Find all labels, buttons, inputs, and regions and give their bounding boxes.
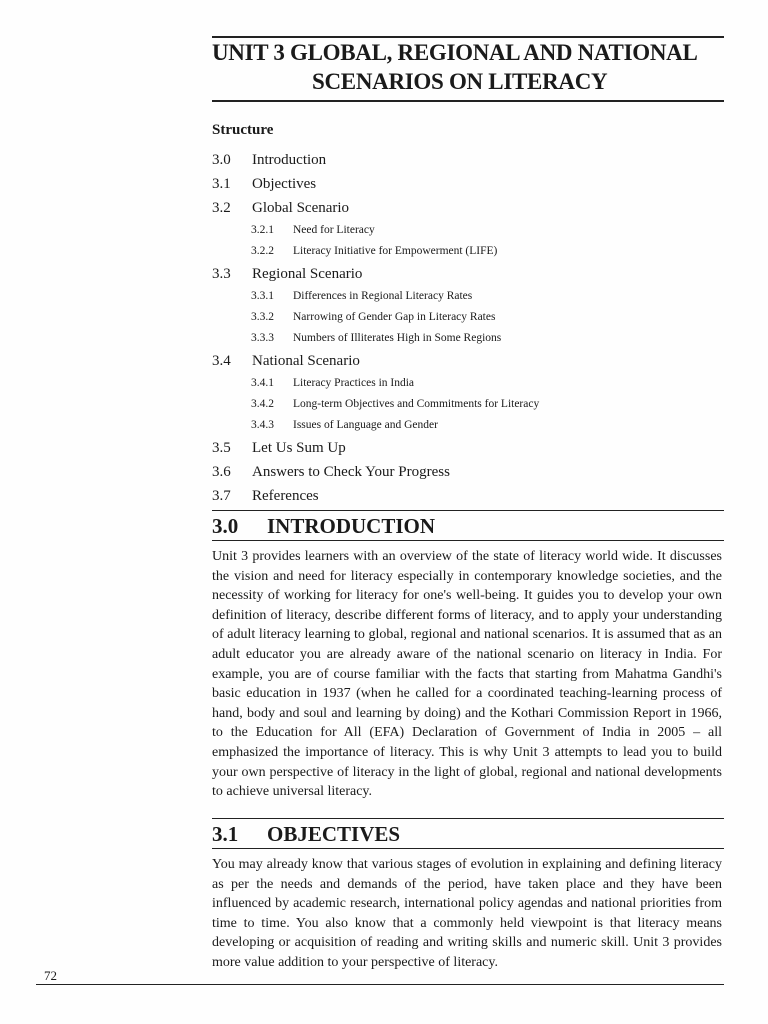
title-bottom-rule: [212, 100, 724, 102]
objectives-paragraph: You may already know that various stages of evolution in explaining and defining literacy as per the needs and demands of the period, have taken place and they have been influenced by academic research, international policy agendas and national priorities from time to time. You also know that a commonly held viewpoint is that literacy means developing or acquisition of reading and writing skills and numeric skill. Unit 3 provides more value addition to your perspective of literacy.: [212, 857, 722, 970]
toc-item: 3.1 Objectives: [212, 176, 317, 192]
toc-item: 3.3 Regional Scenario: [212, 266, 363, 282]
toc-subitem: 3.3.1 Differences in Regional Literacy Rates: [251, 290, 473, 302]
table-of-contents: [212, 148, 722, 508]
section-3-1-top-rule: [212, 818, 724, 819]
toc-subitem: 3.4.3 Issues of Language and Gender: [251, 419, 438, 431]
section-3-0-top-rule: [212, 510, 724, 511]
introduction-paragraph: Unit 3 provides learners with an overview of the state of literacy world wide. It discusses the vision and need for literacy especially in contemporary knowledge societies, and the necessity of working for literacy for one's well-being. It guides you to develop your own definition of literacy, describe different forms of literacy, and to apply your understanding of adult literacy learning to global, regional and national scenarios. It is assumed that as an adult educator you are already aware of the national scenario on literacy in India. For example, you are of course familiar with the facts that starting from Mahatma Gandhi's basic education in 1937 (when he called for a coordinated teaching-learning process of hand, body and soul and learning by doing) and the Kothari Commission Report in 1966, to the Education for All (EFA) Declaration of Government of India in 2005 – all emphasized the importance of literacy. This is why Unit 3 attempts to lead you to build your own perspective of literacy in the light of global, regional and national developments to achieve universal literacy.: [212, 549, 722, 800]
section-3-1-bottom-rule: [212, 848, 724, 849]
page-number: 72: [44, 968, 57, 983]
toc-subitem: 3.3.3 Numbers of Illiterates High in Some Regions: [251, 332, 502, 344]
unit-title-line-2: SCENARIOS ON LITERACY: [312, 69, 608, 94]
toc-subitem: 3.3.2 Narrowing of Gender Gap in Literacy Rates: [251, 311, 496, 323]
section-3-0-bottom-rule: [212, 540, 724, 541]
toc-item: 3.5 Let Us Sum Up: [212, 440, 346, 456]
toc-subitem: 3.4.1 Literacy Practices in India: [251, 377, 415, 389]
section-heading-objectives: 3.1 OBJECTIVES: [212, 822, 401, 846]
toc-subitem: 3.4.2 Long-term Objectives and Commitments for Literacy: [251, 398, 540, 410]
toc-item: 3.4 National Scenario: [212, 353, 360, 369]
unit-title: [212, 38, 724, 96]
toc-subitem: 3.2.2 Literacy Initiative for Empowerment (LIFE): [251, 245, 498, 257]
structure-heading: Structure: [212, 122, 274, 138]
toc-item: 3.7 References: [212, 488, 319, 504]
toc-subitem: 3.2.1 Need for Literacy: [251, 224, 375, 236]
toc-item: 3.6 Answers to Check Your Progress: [212, 464, 450, 480]
unit-title-line-1: UNIT 3 GLOBAL, REGIONAL AND NATIONAL: [212, 40, 698, 65]
toc-item: 3.2 Global Scenario: [212, 200, 350, 216]
section-heading-introduction: 3.0 INTRODUCTION: [212, 514, 436, 538]
toc-item: 3.0 Introduction: [212, 152, 327, 168]
footer-rule: [36, 984, 724, 985]
